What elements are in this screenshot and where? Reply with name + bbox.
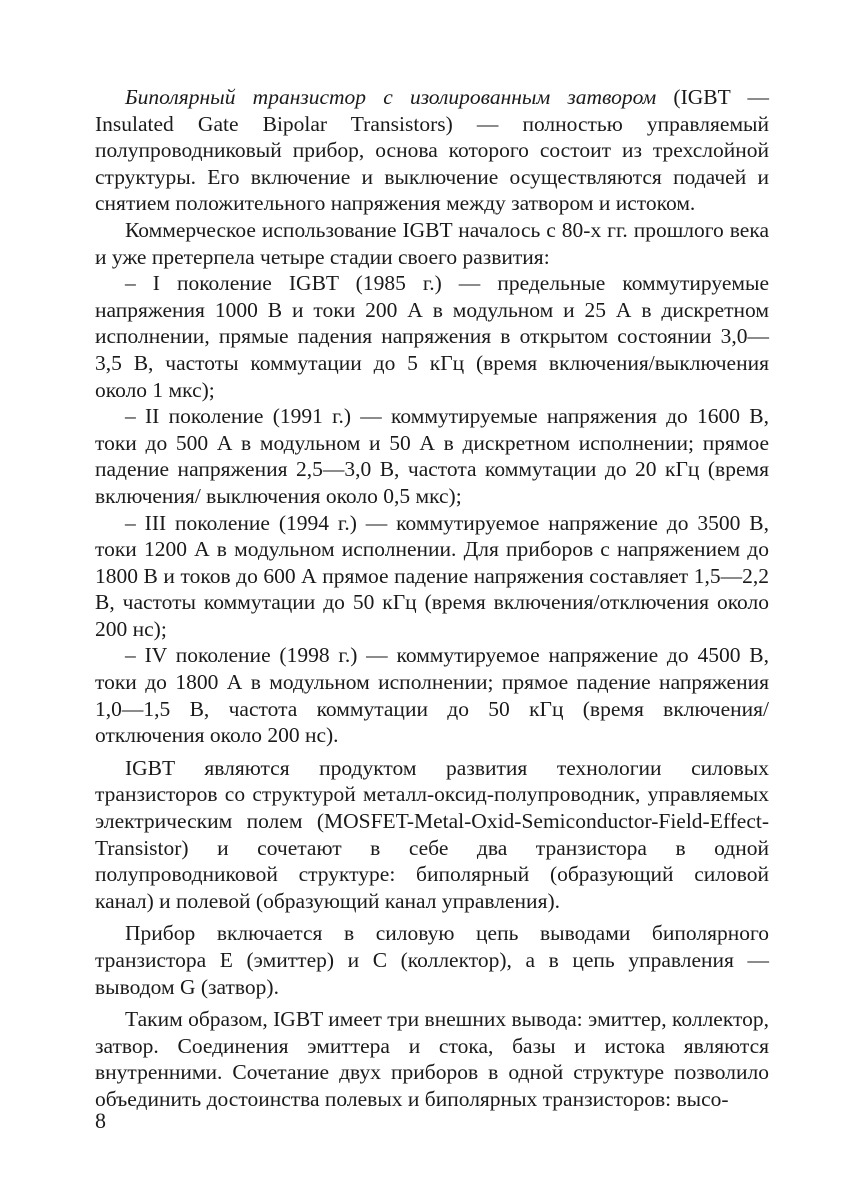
paragraph-igbt-definition (95, 84, 769, 217)
list-item-generation-3: – III поколение (1994 г.) — коммутируемое напряжение до 3500 В, токи 1200 А в модульном исполнении. Для приборов с напряжением до 1800 В и токов до 600 А прямое падение напряжения составляет 1,5—2,2 В, частоты коммутации до 50 кГц (время включения/отключения около 200 нс); (95, 510, 769, 641)
paragraph-external-terminals: Таким образом, IGBT имеет три внешних вывода: эмиттер, коллектор, затвор. Соединения эмиттера и стока, базы и истока являются внутренними. Сочетание двух приборов в одной структуре позволило объединить достоинства полевых и биполярных транзисторов: высо- (95, 1007, 769, 1111)
page-body (95, 84, 769, 1113)
paragraph-power-circuit: Прибор включается в силовую цепь выводами биполярного транзистора Е (эмиттер) и С (коллектор), а в цепь управления — выводом G (затвор). (95, 921, 769, 999)
list-item-generation-4: – IV поколение (1998 г.) — коммутируемое напряжение до 4500 В, токи до 1800 А в модульном исполнении; прямое падение напряжения 1,0—1,5 В, частота коммутации до 50 кГц (время включения/ отключения около 200 нс). (95, 643, 769, 748)
paragraph-igbt-development: IGBT являются продуктом развития технологии силовых транзисторов со структурой металл-оксид-полупроводник, управляемых электрическим полем (MOSFET-Metal-Oxid-Semiconductor-Field-Effect-Transistor) и сочетают в себе два транзистора в одной полупроводниковой структуре: биполярный (образующий силовой канал) и полевой (образующий канал управления). (95, 755, 769, 913)
paragraph-commercial-use: Коммерческое использование IGBT началось с 80-х гг. прошлого века и уже претерпела четыре стадии своего развития: (95, 217, 769, 269)
list-item-generation-1: – I поколение IGBT (1985 г.) — предельные коммутируемые напряжения 1000 В и токи 200 А в модульном и 25 А в дискретном исполнении, прямые падения напряжения в открытом состоянии 3,0—3,5 В, частоты коммутации до 5 кГц (время включения/выключения около 1 мкс); (95, 271, 769, 402)
list-item-generation-2: – II поколение (1991 г.) — коммутируемые напряжения до 1600 В, токи до 500 А в модульном и 50 А в дискретном исполнении; прямое падение напряжения 2,5—3,0 В, частота коммутации до 20 кГц (время включения/ выключения около 0,5 мкс); (95, 404, 769, 508)
paragraph-text: (IGBT — Insulated Gate Bipolar Transistors) — полностью управляемый полупроводниковый прибор, основа которого состоит из трехслойной структуры. Его включение и выключение осуществляются подачей и снятием положительного напряжения между затвором и истоком. (95, 85, 770, 216)
page-number: 8 (95, 1108, 106, 1133)
term-italic: Биполярный транзистор с изолированным затвором (125, 85, 657, 109)
